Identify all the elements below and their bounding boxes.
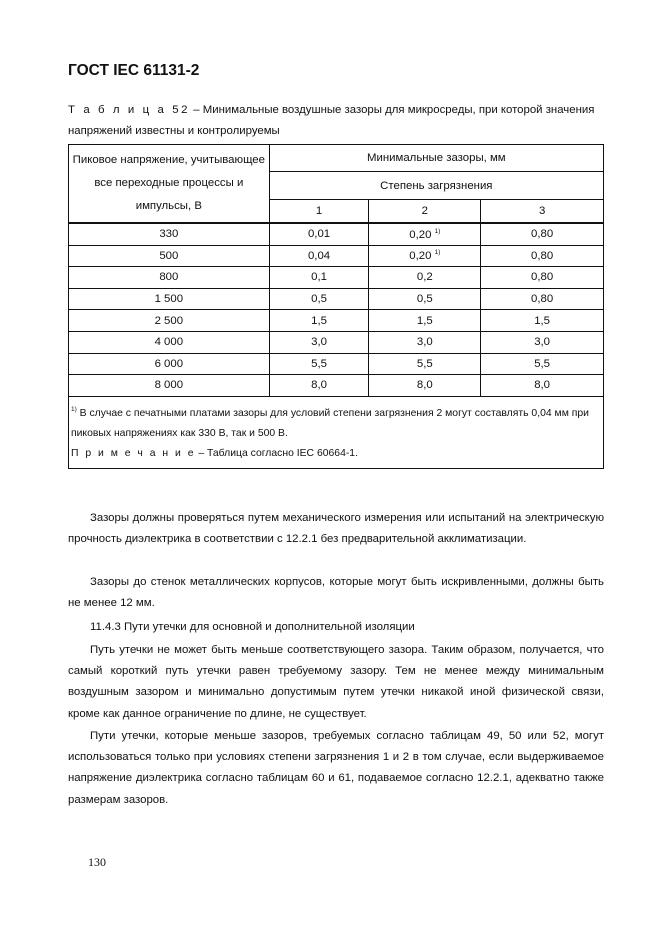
cell-degree-2 [369,223,481,245]
table-note [71,444,601,464]
cell-voltage: 2 500 [69,310,270,332]
table-row [69,267,604,289]
footnote-mark: 1) [71,405,77,413]
cell-degree-2: 5,5 [369,353,481,375]
table-caption [68,100,604,142]
cell-degree-3: 0,80 [481,245,604,267]
table-caption-prefix: Т а б л и ц а 52 [68,104,191,116]
header-degree-1: 1 [269,199,369,223]
cell-degree-3: 1,5 [481,310,604,332]
cell-degree-2: 0,5 [369,288,481,310]
cell-value: 0,20 [409,228,432,241]
section-heading: 11.4.3 Пути утечки для основной и дополнительной изоляции [90,621,415,633]
cell-degree-1: 0,1 [269,267,369,289]
cell-degree-1: 1,5 [269,310,369,332]
header-degree-3: 3 [481,199,604,223]
table-footnote-cell [69,396,604,468]
cell-degree-3: 8,0 [481,375,604,397]
table-row [69,245,604,267]
header-peak-voltage: Пиковое напряжение, учитывающее все переходные процессы и импульсы, В [69,145,270,224]
document-header: ГОСТ IEC 61131-2 [68,62,200,79]
cell-voltage: 8 000 [69,375,270,397]
paragraph: Зазоры до стенок металлических корпусов, которые могут быть искривленными, должны быть не менее 12 мм. [68,576,604,610]
cell-degree-2 [369,245,481,267]
cell-degree-3: 0,80 [481,288,604,310]
note-prefix: П р и м е ч а н и е [71,447,196,459]
cell-voltage: 4 000 [69,331,270,353]
paragraph: Зазоры должны проверяться путем механического измерения или испытаний на электрическую прочность диэлектрика в соответствии с 12.2.1 без предварительной акклиматизации. [68,512,604,546]
paragraph: Пути утечки, которые меньше зазоров, требуемых согласно таблицам 49, 50 или 52, могут использоваться только при условиях степени загрязнения 1 и 2 в том случае, если выдерживаемое напряжение диэлектрика согласно таблицам 60 и 61, подаваемое согласно 12.2.1, адекватно также размерам зазоров. [68,730,604,806]
page-number: 130 [88,855,106,869]
cell-degree-2: 3,0 [369,331,481,353]
cell-degree-2: 8,0 [369,375,481,397]
cell-degree-3: 5,5 [481,353,604,375]
clearance-table [68,144,604,469]
cell-voltage: 500 [69,245,270,267]
cell-voltage: 6 000 [69,353,270,375]
cell-degree-1: 0,5 [269,288,369,310]
table-footnote [71,400,601,444]
paragraph: Путь утечки не может быть меньше соответствующего зазора. Таким образом, получается, что самый короткий путь утечки равен требуемому зазору. Тем не менее между минимальным воздушным зазором и минимально допустимым путем утечки никакой иной физической связи, кроме как данное ограничение по длине, не существует. [68,644,604,720]
table-row [69,288,604,310]
cell-degree-3: 0,80 [481,223,604,245]
table-row [69,331,604,353]
cell-degree-3: 0,80 [481,267,604,289]
header-pollution-degree: Степень загрязнения [269,172,603,199]
table-row [69,375,604,397]
header-degree-2: 2 [369,199,481,223]
table-row [69,310,604,332]
table-caption-text: – Минимальные воздушные зазоры для микросреды, при которой значения напряжений известны и контролируемы [68,104,595,137]
footnote-text: В случае с печатными платами зазоры для условий степени загрязнения 2 могут составлять 0,04 мм при пиковых напряжениях как 330 В, так и 500 В. [71,407,589,439]
cell-degree-1: 8,0 [269,375,369,397]
cell-degree-2: 0,2 [369,267,481,289]
cell-degree-1: 3,0 [269,331,369,353]
cell-degree-2: 1,5 [369,310,481,332]
cell-degree-1: 0,01 [269,223,369,245]
table-footnote-row [69,396,604,468]
cell-value: 0,20 [409,250,432,263]
cell-degree-1: 0,04 [269,245,369,267]
header-min-clearances: Минимальные зазоры, мм [269,145,603,172]
cell-voltage: 800 [69,267,270,289]
note-text: – Таблица согласно IEC 60664-1. [195,447,358,459]
table-row [69,223,604,245]
cell-voltage: 1 500 [69,288,270,310]
footnote-ref: 1) [434,249,441,257]
cell-degree-1: 5,5 [269,353,369,375]
cell-degree-3: 3,0 [481,331,604,353]
cell-voltage: 330 [69,223,270,245]
footnote-ref: 1) [434,227,441,235]
table-row [69,353,604,375]
